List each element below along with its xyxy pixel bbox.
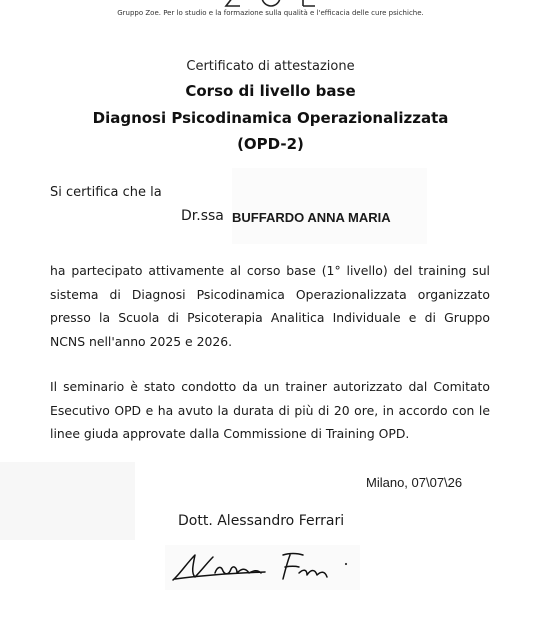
method-abbreviation: (OPD-2) xyxy=(237,135,304,153)
seminar-paragraph: Il seminario è stato condotto da un trainer autorizzato dal Comitato Esecutivo OPD e ha avuto la durata di più di 20 ore, in accordo con le linee giuda approvate dalla Commissione di Training OPD. xyxy=(50,379,490,441)
method-title: Diagnosi Psicodinamica Operazionalizzata xyxy=(92,109,449,127)
handwritten-signature xyxy=(165,545,360,590)
place-and-date: Milano, 07\07\26 xyxy=(366,475,463,490)
signer-name: Dott. Alessandro Ferrari xyxy=(178,513,345,529)
faded-stamp-area xyxy=(0,462,135,540)
course-title: Corso di livello base xyxy=(185,82,356,100)
participation-paragraph: ha partecipato attivamente al corso base (1° livello) del training sul sistema di Diagnosi Psicodinamica Operazionalizzata organizzato presso la Scuola di Psicoterapia Analitica Individuale e di Gruppo NCNS nell'anno 2025 e 2026. xyxy=(50,263,490,349)
zoe-logo xyxy=(0,0,541,8)
recipient-title: Dr.ssa xyxy=(181,208,224,224)
certificate-label: Certificato di attestazione xyxy=(186,59,355,74)
organization-tagline: Gruppo Zoe. Per lo studio e la formazione sulla qualità e l'efficacia delle cure psichiche. xyxy=(117,9,424,17)
name-field-background xyxy=(232,168,427,244)
recipient-name: BUFFARDO ANNA MARIA xyxy=(232,210,391,225)
certify-intro: Si certifica che la xyxy=(50,185,162,200)
